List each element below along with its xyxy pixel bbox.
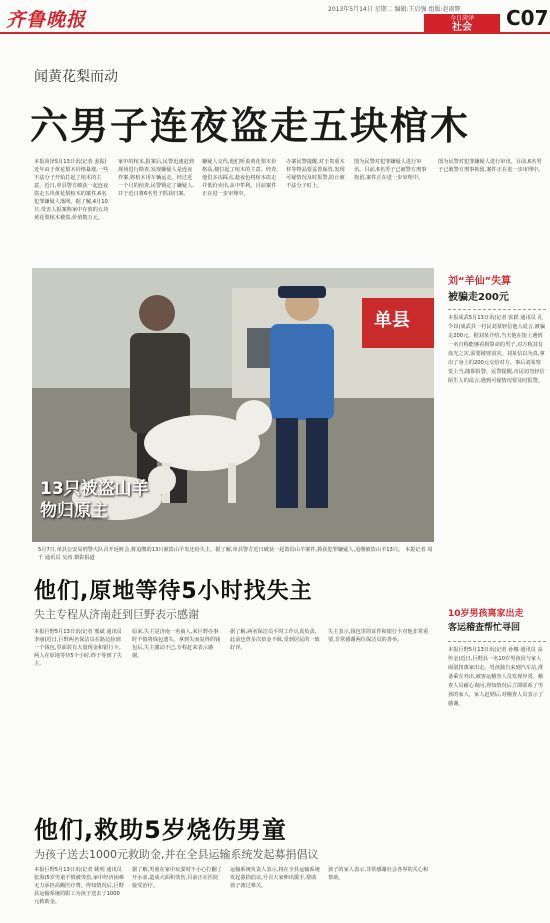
section-badge-bottom: 社会 [452,22,472,33]
story2-headline: 他们,原地等待5小时找失主 [34,579,313,604]
story1-column-1: 本报菏泽5月13日讯(记者 姜振)近年由于黄花梨木价格暴涨,一些不法分子开始打起了棺木的主意。近日,单县警方破获一起连夜盗走五块黄花梨棺木的案件,6名犯罪嫌疑人落网。据了解,4月10日,受害人报案称家中存放的五块黄花梨棺木被盗,价值数万元。 [34,159,109,221]
section-badge [424,14,500,32]
sidebar2-divider [448,641,546,642]
photo-caption-headline [40,478,149,522]
story2-column-3: 据了解,两名保洁员平时工作认真负责,此前也曾多次拾金不昧,受到居民的一致好评。 [230,629,320,651]
masthead [0,0,550,34]
sidebar1-divider [448,309,546,310]
story3-column-1: 本报巨野5月13日讯(记者 姚明 通讯员 张海)5岁男童不慎被烫伤,家中经济困难无力承担高额医疗费。得知情况后,巨野县运输系统的职工为孩子送去了1000元救助金。 [34,867,124,905]
story1-column-5: 图为民警对犯罪嫌疑人进行审讯。目前,6名男子已被警方刑事拘留,案件正在进一步审理中。 [354,159,427,181]
section-badge-top: 今日菏泽 [449,15,474,22]
photo-caption: 5月7日,单县公安局刑警大队召开返赃会,将追缴的13只被盗山羊发还给失主。据了解,单县警方近日破获一起盗窃山羊案件,抓获犯罪嫌疑人,追缴被盗山羊13只。 本报记者 周千 通讯员 吴涛 摄影报道 [38,547,433,561]
story3-column-4: 孩子的家人表示,非常感谢社会各界的关心和帮助。 [328,867,429,881]
story1-column-2: 家中的棺木,报案后,民警迅速赶到现场进行勘查,发现嫌疑人是连夜作案,将棺木用车辆运走。经过近一个月的侦查,民警锁定了嫌疑人,并于近日将6名男子抓获归案。 [118,159,194,197]
story3-column-2: 据了解,男童在家中玩耍时不小心打翻了开水壶,造成大面积烫伤,目前正在医院接受治疗。 [132,867,222,889]
story3-column-3: 运输系统负责人表示,将在全县运输系统发起募捐倡议,号召大家伸出援手,帮助孩子渡过难关。 [230,867,320,889]
sidebar1-title-line-2: 被骗走200元 [448,292,509,303]
story2-column-1: 本报巨野5月13日讯(记者 邢斌 通讯员 李丽)近日,巨野两名保洁员在路边捡到一个钱包,里面装有大量现金和银行卡。两人在原地等待5个小时,终于等到了失主。 [34,629,124,667]
sidebar2-title-line-1: 10岁男孩离家出走 [448,609,524,619]
story2-column-4: 失主表示,钱包里的证件和银行卡对他非常重要,非常感谢两位保洁员的善举。 [328,629,429,643]
sidebar1-body: 本报成武5月13日讯(记者 张跃 通讯员 孔令昂)成武县一村民刘某轻信他人谎言,被骗走200元。据刘某介绍,当天他在街上遇到一名自称能够看相算命的男子,对方称其有血光之灾,需要破财消灾。刘某信以为真,拿出了身上的200元交给对方。事后刘某察觉上当,随即报警。民警提醒,市民切勿轻信陌生人的谎言,遇到可疑情况要及时报警。 [448,315,546,384]
story1-column-6: 图为民警对犯罪嫌疑人进行审讯。目前,6名男子已被警方刑事拘留,案件正在进一步审理中。 [438,159,544,173]
photo-banner-text: 单县 [374,310,410,331]
photo-caption-line-2: 物归原主 [40,501,108,521]
sidebar2-title [448,607,524,635]
newspaper-logo: 齐鲁晚报 [6,9,87,31]
date-line: 2013年5月14日 星期二 编辑:王启强 组版:赵雨辉 [328,6,461,13]
story1-kicker: 闻黄花梨而动 [34,69,118,85]
sidebar1-title-line-1: 刘“羊仙”失算 [448,276,512,287]
story1-column-3: 嫌疑人交代,他们听说黄花梨木价格高,便打起了棺木的主意。经查,他们多次踩点,趁夜色将棺木盗走并低价卖出,从中牟利。目前案件正在进一步审理中。 [202,159,278,197]
sidebar1-title [448,274,511,306]
story3-headline: 他们,救助5岁烧伤男童 [34,816,287,844]
story1-column-4: 办案民警提醒,对于贵重木材等物品要妥善保管,发现可疑情况及时报警,防止被不法分子盯上。 [286,159,345,189]
story3-subheadline: 为孩子送去1000元救助金,并在全县运输系统发起募捐倡议 [34,848,319,861]
story2-column-2: 原来,失主是济南一名商人,来巨野办事时不慎将钱包遗失。拿到失而复得的钱包后,失主激动不已,专程赶来表示感谢。 [132,629,221,659]
photo-caption-line-1: 13只被盗山羊 [40,479,149,499]
story1-headline: 六男子连夜盗走五块棺木 [30,104,471,148]
page-number: C07 [506,6,549,30]
sidebar2-title-line-2: 客运稽查帮忙寻回 [448,623,521,633]
news-photo [32,268,434,542]
story2-subheadline: 失主专程从济南赶到巨野表示感谢 [34,608,199,621]
sidebar2-body: 本报巨野5月13日讯(记者 孙娜 通讯员 高传金)近日,巨野县一名10岁男孩因与家人闹别扭离家出走。男孩独自来到汽车站,准备乘车外出,被客运稽查人员发现异常。稽查人员耐心询问,得知情况后立即联系了男孩的家人。家人赶到后,对稽查人员表示了感谢。 [448,647,544,707]
